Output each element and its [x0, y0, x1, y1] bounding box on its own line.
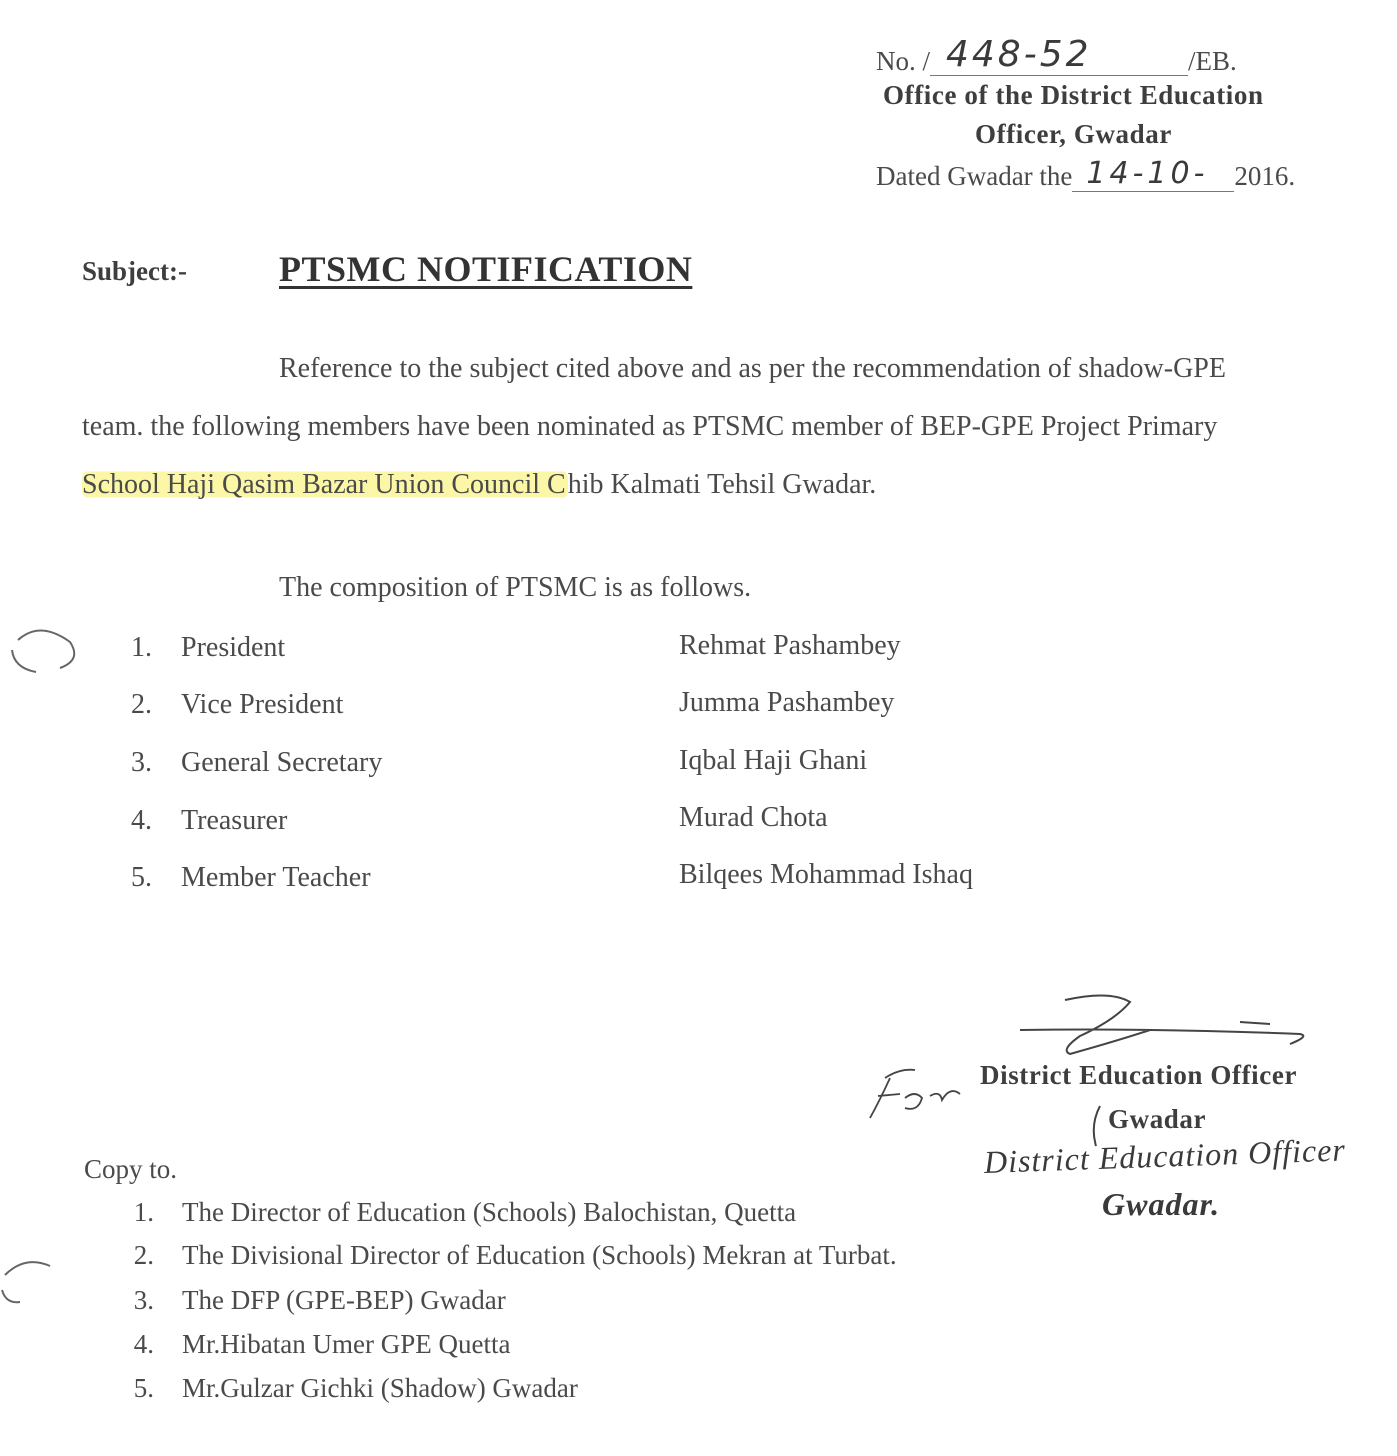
copy-number: 5.	[133, 1373, 154, 1403]
punch-hole-mark-bottom	[2, 1262, 50, 1302]
office-line-2: Officer, Gwadar	[975, 119, 1172, 149]
member-name: Murad Chota	[679, 802, 828, 833]
date-year: 2016.	[1234, 161, 1296, 191]
for-handwriting	[870, 1070, 960, 1118]
highlighted-text: School Haji Qasim Bazar Union Council C	[82, 469, 566, 500]
member-role: Member Teacher	[181, 862, 371, 893]
copy-to-label: Copy to.	[84, 1154, 178, 1184]
member-role: Treasurer	[181, 805, 288, 836]
office-line-1: Office of the District Education	[883, 80, 1264, 110]
member-role: General Secretary	[181, 747, 383, 778]
copy-recipient: Mr.Hibatan Umer GPE Quetta	[182, 1329, 511, 1359]
date-blank	[1072, 156, 1234, 192]
member-number: 1.	[131, 632, 152, 663]
copy-number: 2.	[133, 1240, 154, 1270]
signatory-place: Gwadar	[1108, 1104, 1207, 1134]
date-line	[876, 158, 1295, 194]
date-handwritten: 14-10-	[1086, 156, 1209, 191]
body-paragraph	[82, 340, 1397, 514]
body-line-1: Reference to the subject cited above and as per the recommendation of shadow-GPE	[279, 353, 1226, 384]
signature-scribble	[1020, 995, 1303, 1054]
subject-title: PTSMC NOTIFICATION	[279, 249, 693, 289]
copy-recipient: The DFP (GPE-BEP) Gwadar	[182, 1285, 506, 1315]
copy-number: 1.	[133, 1197, 154, 1227]
punch-hole-mark-top	[12, 630, 74, 672]
ref-prefix: No. /	[876, 46, 930, 76]
member-number: 3.	[131, 747, 152, 778]
member-name: Jumma Pashambey	[679, 687, 895, 718]
copy-recipient: The Divisional Director of Education (Schools) Mekran at Turbat.	[182, 1240, 897, 1270]
copy-number: 3.	[133, 1285, 154, 1315]
member-name: Iqbal Haji Ghani	[679, 745, 868, 776]
ref-suffix: /EB.	[1188, 46, 1237, 76]
body-line-2: team. the following members have been nominated as PTSMC member of BEP-GPE Project Primary	[82, 411, 1218, 442]
member-number: 2.	[131, 689, 152, 720]
member-role: President	[181, 632, 286, 663]
member-number: 4.	[131, 805, 152, 836]
body-line-3	[82, 456, 1397, 514]
reference-number-line	[876, 34, 1237, 80]
member-number: 5.	[131, 862, 152, 893]
ref-number-handwritten: 448-52	[946, 34, 1092, 75]
subject-label: Subject:-	[82, 256, 187, 286]
copy-recipient: The Director of Education (Schools) Balochistan, Quetta	[182, 1197, 797, 1227]
signatory-title: District Education Officer	[980, 1060, 1298, 1090]
ref-number-blank	[930, 34, 1188, 76]
copy-number: 4.	[133, 1329, 154, 1359]
body-line-3-rest: hib Kalmati Tehsil Gwadar.	[567, 469, 877, 500]
member-name: Bilqees Mohammad Ishaq	[679, 859, 973, 890]
date-prefix: Dated Gwadar the	[876, 161, 1073, 191]
composition-intro: The composition of PTSMC is as follows.	[279, 572, 752, 603]
member-name: Rehmat Pashambey	[679, 630, 901, 661]
member-role: Vice President	[181, 689, 344, 720]
stamp-line-2: Gwadar.	[1102, 1186, 1221, 1222]
stamp-line-1: District Education Officer	[983, 1131, 1347, 1180]
copy-recipient: Mr.Gulzar Gichki (Shadow) Gwadar	[182, 1373, 578, 1403]
